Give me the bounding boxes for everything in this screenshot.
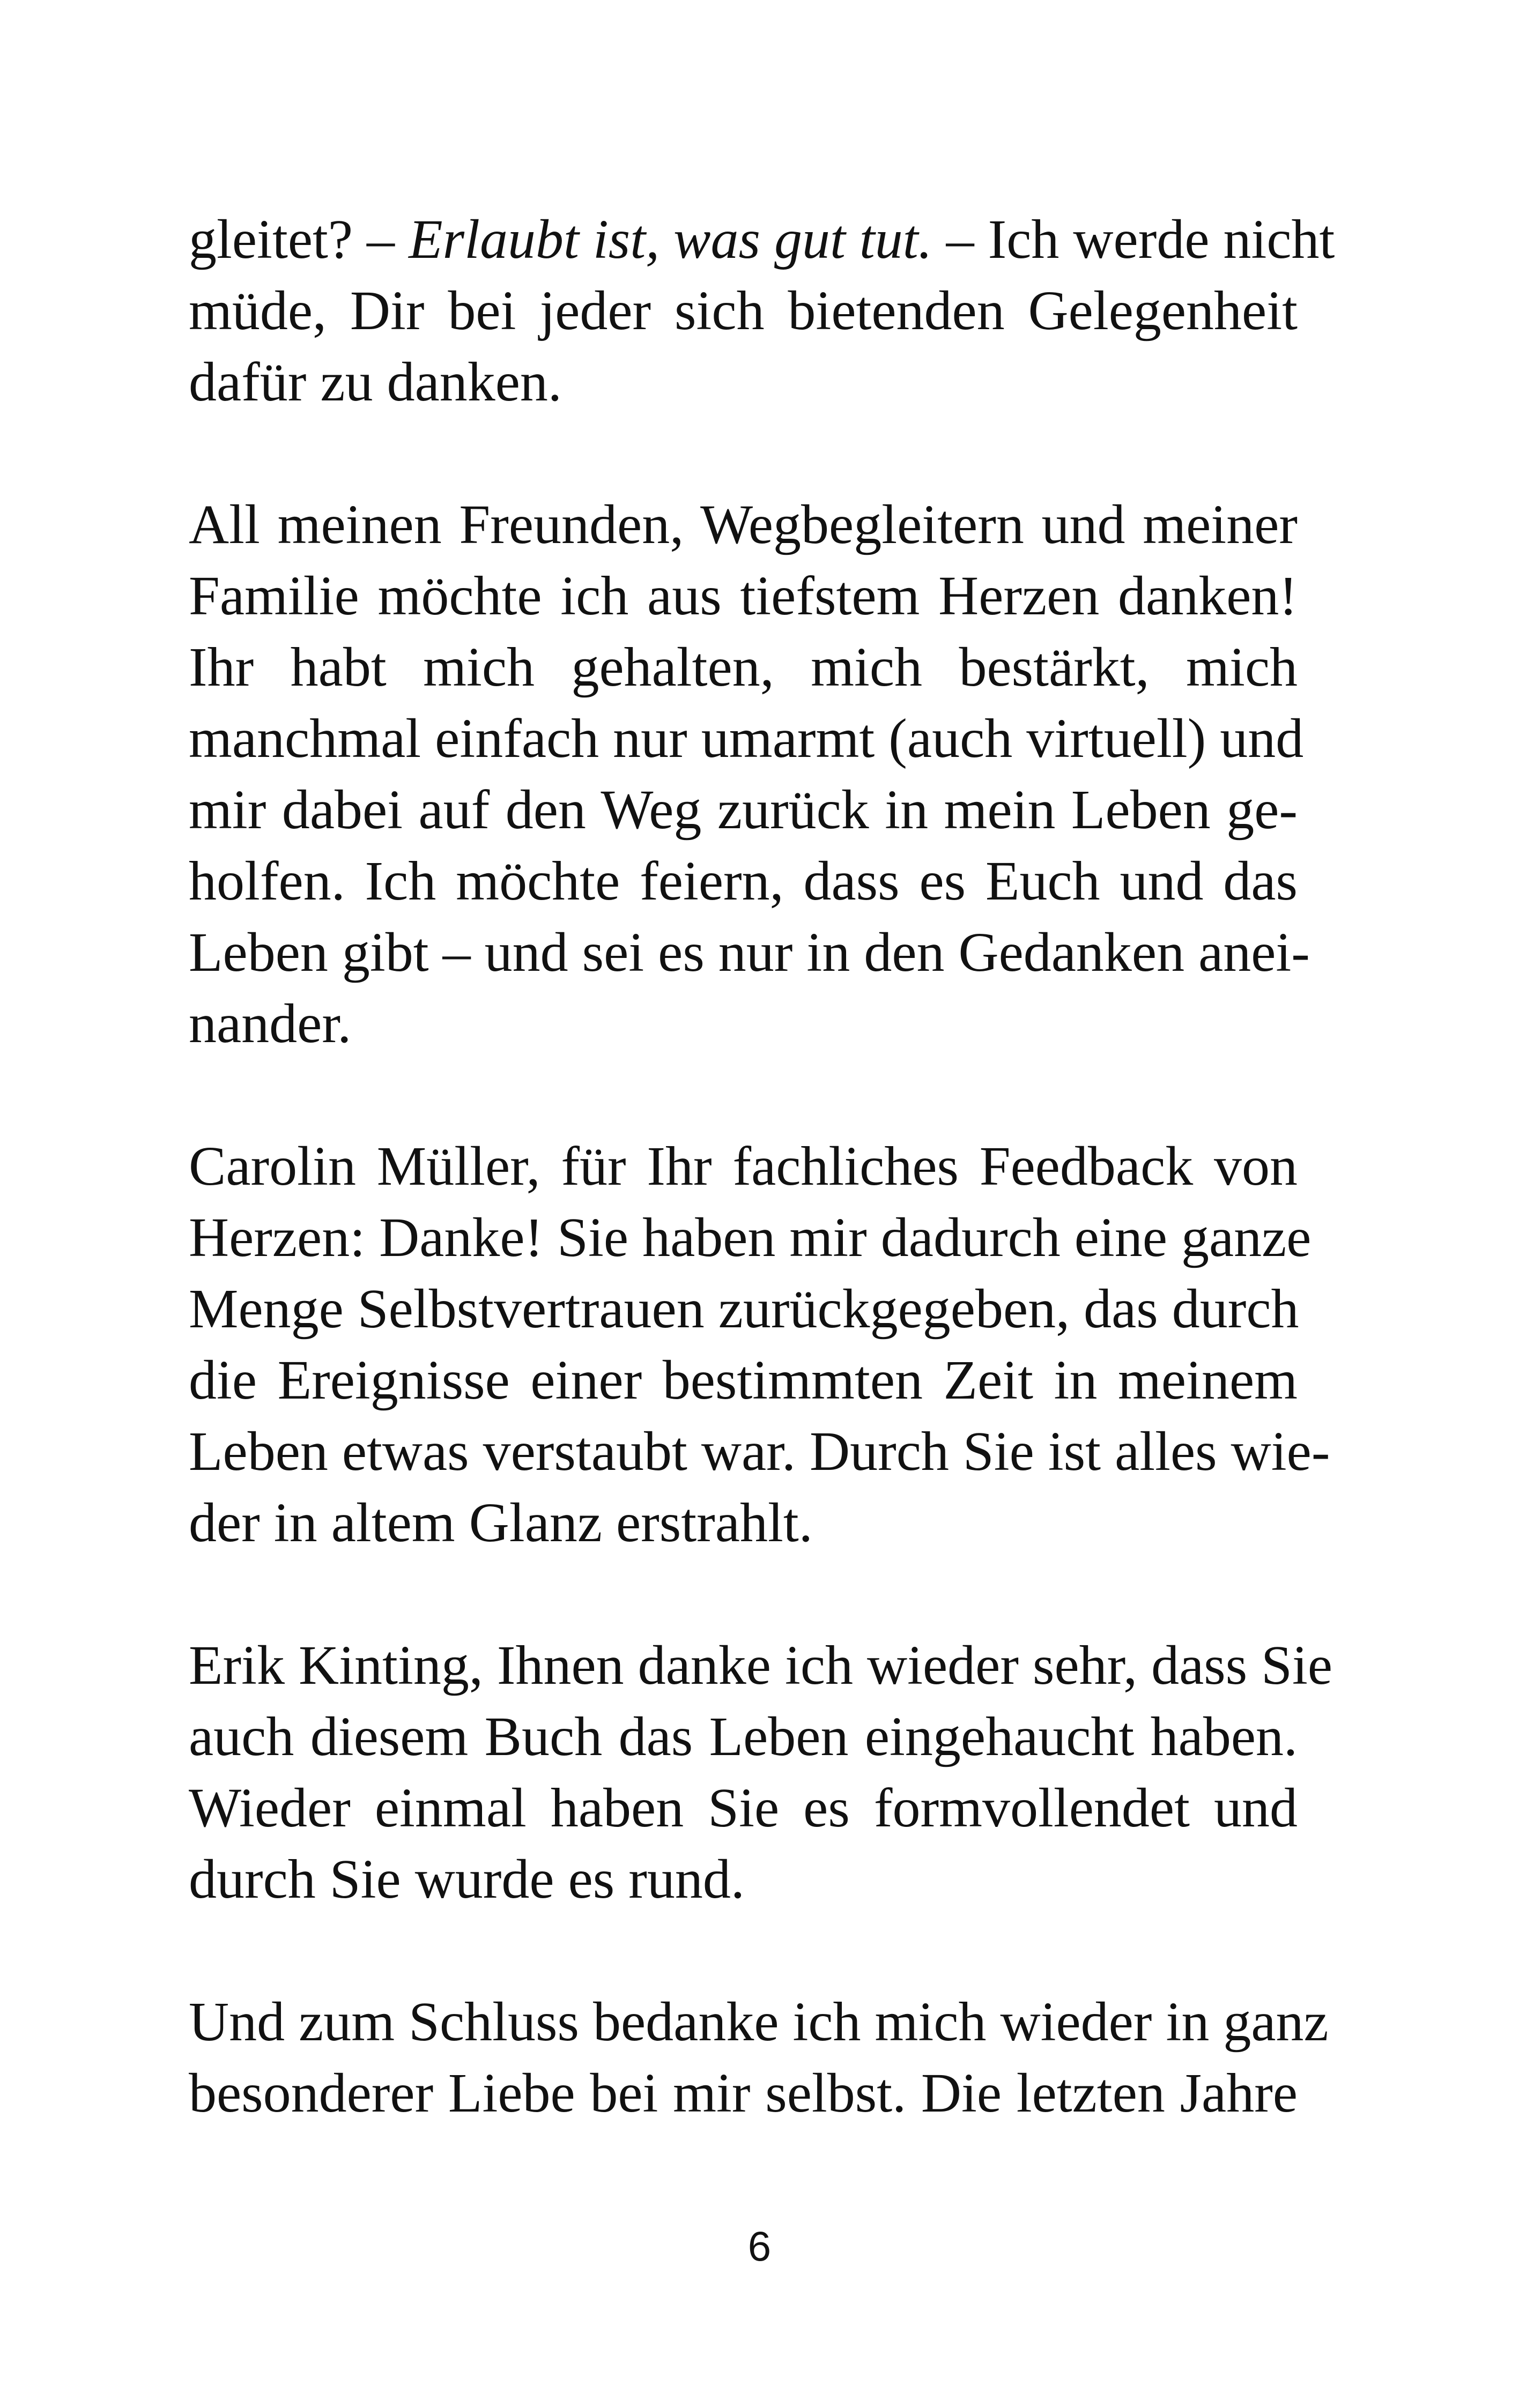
text-line: All meinen Freunden, Wegbegleitern und meiner xyxy=(189,494,1298,555)
text-line: mir dabei auf den Weg zurück in mein Leben ge- xyxy=(189,779,1298,841)
text-line: Leben etwas verstaubt war. Durch Sie ist alles wie- xyxy=(189,1421,1330,1482)
paragraph xyxy=(189,489,1310,1059)
text-segment: – Ich werde nicht xyxy=(932,209,1335,270)
paragraph xyxy=(189,1986,1329,2129)
text-line: Erik Kinting, Ihnen danke ich wieder sehr, dass Sie xyxy=(189,1634,1333,1696)
text-line: Und zum Schluss bedanke ich mich wieder in ganz xyxy=(189,1991,1329,2053)
paragraph-spacer xyxy=(189,1059,1298,1131)
page-number: 6 xyxy=(747,2223,772,2270)
text-line: nander. xyxy=(189,993,352,1054)
text-line: Leben gibt – und sei es nur in den Gedanken anei- xyxy=(189,921,1310,983)
paragraph xyxy=(189,204,1335,418)
text-line: durch Sie wurde es rund. xyxy=(189,1848,745,1910)
text-line: manchmal einfach nur umarmt (auch virtuell) und xyxy=(189,708,1304,769)
text-line: holfen. Ich möchte feiern, dass es Euch und das xyxy=(189,850,1298,912)
paragraph xyxy=(189,1131,1330,1558)
text-segment: gleitet? – xyxy=(189,209,409,270)
text-line xyxy=(189,204,1335,275)
italic-quote: Erlaubt ist, was gut tut. xyxy=(409,209,932,270)
text-line: Ihr habt mich gehalten, mich bestärkt, mich xyxy=(189,636,1298,698)
text-line: auch diesem Buch das Leben eingehaucht haben. xyxy=(189,1706,1298,1767)
text-line: Herzen: Danke! Sie haben mir dadurch eine ganze xyxy=(189,1207,1311,1268)
paragraph-spacer xyxy=(189,418,1298,489)
text-line: müde, Dir bei jeder sich bietenden Gelegenheit xyxy=(189,280,1298,341)
paragraph xyxy=(189,1630,1333,1915)
text-line: Carolin Müller, für Ihr fachliches Feedback von xyxy=(189,1135,1298,1197)
text-line: dafür zu danken. xyxy=(189,351,562,413)
text-line: die Ereignisse einer bestimmten Zeit in meinem xyxy=(189,1349,1298,1411)
text-line: Wieder einmal haben Sie es formvollendet und xyxy=(189,1777,1298,1839)
text-line: der in altem Glanz erstrahlt. xyxy=(189,1492,813,1554)
text-line: besonderer Liebe bei mir selbst. Die letzten Jahre xyxy=(189,2062,1298,2124)
text-line: Menge Selbstvertrauen zurückgegeben, das durch xyxy=(189,1278,1299,1340)
text-line: Familie möchte ich aus tiefstem Herzen danken! xyxy=(189,565,1298,627)
book-page-body xyxy=(189,204,1335,2129)
paragraph-spacer xyxy=(189,1915,1298,1986)
paragraph-spacer xyxy=(189,1558,1298,1630)
